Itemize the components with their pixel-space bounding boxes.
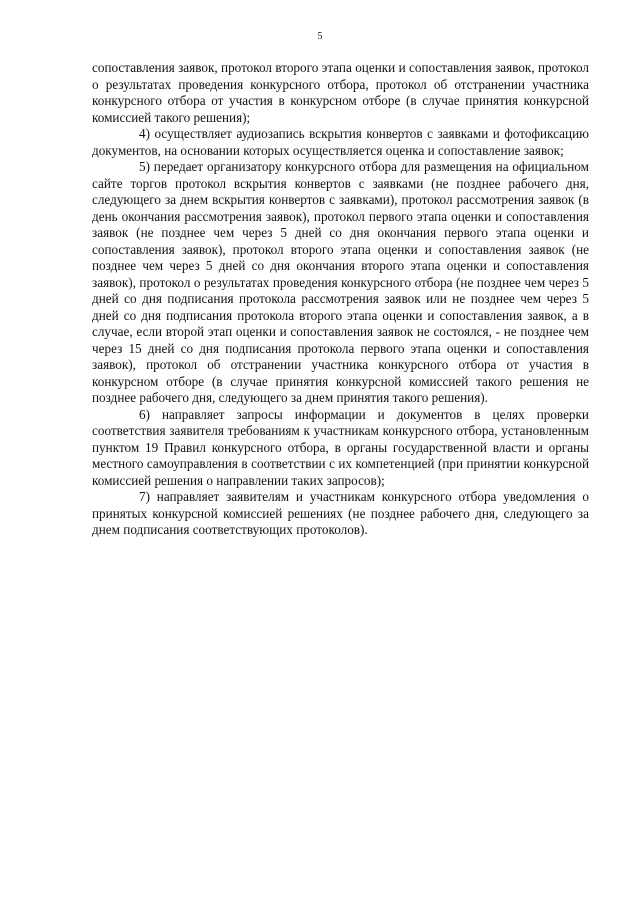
paragraph-continuation: сопоставления заявок, протокол второго этапа оценки и сопоставления заявок, протокол о результатах проведения конкурсного отбора, протокол об отстранении участника конкурсного отбора от участия в конкурсном отборе (в случае принятия конкурсной комиссией такого решения);: [92, 60, 589, 125]
paragraph-item-4: 4) осуществляет аудиозапись вскрытия конвертов с заявками и фотофиксацию документов, на основании которых осуществляется оценка и сопоставление заявок;: [92, 126, 589, 158]
paragraph-item-7: 7) направляет заявителям и участникам конкурсного отбора уведомления о принятых конкурсной комиссией решениях (не позднее рабочего дня, следующего за днем подписания соответствующих протоколов).: [92, 489, 589, 537]
document-body: [92, 60, 589, 539]
paragraph-item-5: 5) передает организатору конкурсного отбора для размещения на официальном сайте торгов протокол вскрытия конвертов с заявками (не позднее рабочего дня, следующего за днем вскрытия конвертов с заявками), протокол рассмотрения заявок (в день окончания рассмотрения заявок), протокол первого этапа оценки и сопоставления заявок (не позднее чем через 5 дней со дня окончания первого этапа оценки и сопоставления заявок), протокол второго этапа оценки и сопоставления заявок (не позднее чем через 5 дней со дня окончания второго этапа оценки и сопоставления заявок), протокол о результатах проведения конкурсного отбора (не позднее чем через 5 дней со дня подписания протокола рассмотрения заявок или не позднее чем через 5 дней со дня подписания протокола второго этапа оценки и сопоставления заявок, а в случае, если второй этап оценки и сопоставления заявок не состоялся, - не позднее чем через 15 дней со дня подписания протокола первого этапа оценки и сопоставления заявок), протокол об отстранении участника конкурсного отбора от участия в конкурсном отборе (в случае принятия конкурсной комиссией такого решения не позднее рабочего дня, следующего за днем принятия такого решения).: [92, 159, 589, 405]
page-number: 5: [317, 31, 323, 42]
paragraph-item-6: 6) направляет запросы информации и документов в целях проверки соответствия заявителя требованиям к участникам конкурсного отбора, установленным пунктом 19 Правил конкурсного отбора, в органы государственной власти и органы местного самоуправления в соответствии с их компетенцией (при принятии конкурсной комиссией решения о направлении таких запросов);: [92, 406, 589, 488]
